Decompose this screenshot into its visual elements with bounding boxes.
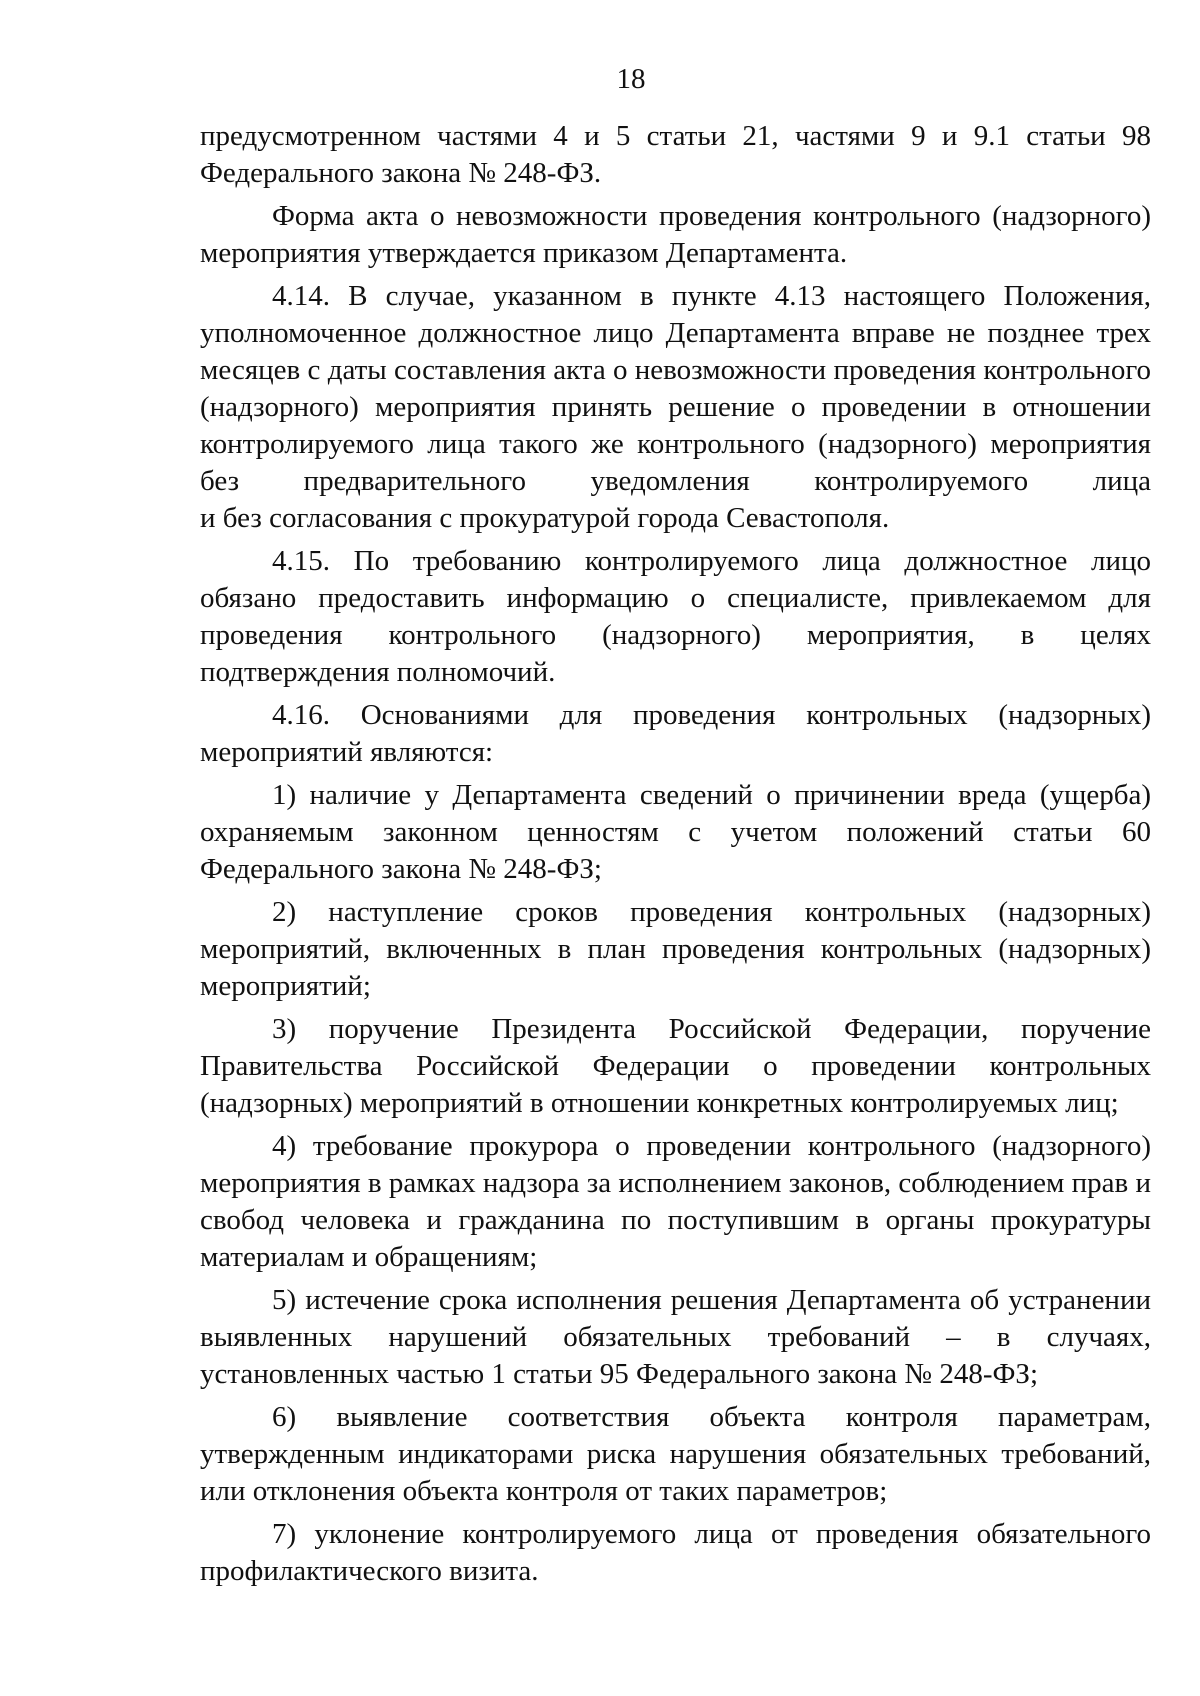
paragraph-4-16: 4.16. Основаниями для проведения контрольных (надзорных) мероприятий являются: xyxy=(200,699,1151,768)
paragraph-4-14-end: и без согласования с прокуратурой города Севастополя. xyxy=(200,502,890,534)
document-body xyxy=(200,118,1151,1590)
paragraph-continuation: предусмотренном частями 4 и 5 статьи 21, частями 9 и 9.1 статьи 98 Федерального закона № 248-ФЗ. xyxy=(200,120,1151,189)
paragraph-act-form: Форма акта о невозможности проведения контрольного (надзорного) мероприятия утверждается приказом Департамента. xyxy=(200,200,1151,269)
list-item-4: 4) требование прокурора о проведении контрольного (надзорного) мероприятия в рамках надзора за исполнением законов, соблюдением прав и свобод человека и гражданина по поступившим в органы прокуратуры материалам и обращениям; xyxy=(200,1130,1151,1273)
list-item-3: 3) поручение Президента Российской Федерации, поручение Правительства Российской Федерации о проведении контрольных (надзорных) мероприятий в отношении конкретных контролируемых лиц; xyxy=(200,1013,1151,1119)
paragraph-4-15: 4.15. По требованию контролируемого лица должностное лицо обязано предоставить информацию о специалисте, привлекаемом для проведения контрольного (надзорного) мероприятия, в целях подтверждения полномочий. xyxy=(200,545,1151,688)
paragraph-4-14: 4.14. В случае, указанном в пункте 4.13 настоящего Положения, уполномоченное должностное лицо Департамента вправе не позднее трех месяцев с даты составления акта о невозможности проведения контрольного (надзорного) мероприятия принять решение о проведении в отношении контролируемого лица такого же контрольного (надзорного) мероприятия без предварительного уведомления контролируемого лица xyxy=(200,280,1151,497)
list-item-5: 5) истечение срока исполнения решения Департамента об устранении выявленных нарушений обязательных требований – в случаях, установленных частью 1 статьи 95 Федерального закона № 248-ФЗ; xyxy=(200,1284,1151,1390)
list-item-7: 7) уклонение контролируемого лица от проведения обязательного профилактического визита. xyxy=(200,1518,1151,1587)
list-item-6: 6) выявление соответствия объекта контроля параметрам, утвержденным индикаторами риска нарушения обязательных требований, или отклонения объекта контроля от таких параметров; xyxy=(200,1401,1151,1507)
list-item-2: 2) наступление сроков проведения контрольных (надзорных) мероприятий, включенных в план проведения контрольных (надзорных) мероприятий; xyxy=(200,896,1151,1002)
list-item-1: 1) наличие у Департамента сведений о причинении вреда (ущерба) охраняемым законном ценностям с учетом положений статьи 60 Федерального закона № 248-ФЗ; xyxy=(200,779,1151,885)
page-number: 18 xyxy=(616,63,646,95)
